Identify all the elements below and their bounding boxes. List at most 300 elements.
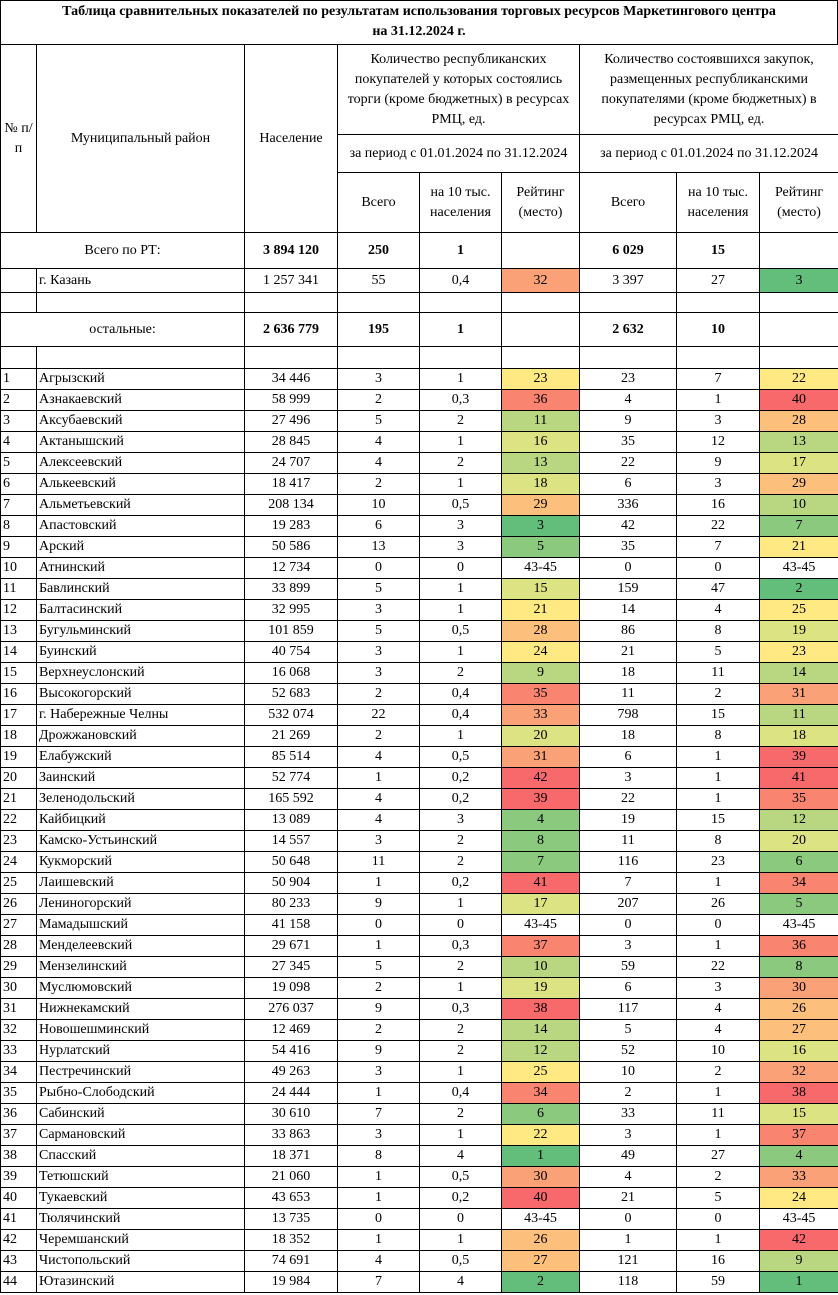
row-trades-per10k: 0,4 [420,1083,502,1104]
row-purchases: 798 [580,705,677,726]
row-trades-rating: 23 [502,369,580,390]
row-population: 19 283 [245,516,338,537]
row-purchases-rating: 26 [760,999,838,1020]
total-rating-2 [760,233,838,269]
row-purchases: 6 [580,978,677,999]
table-row [1,1104,838,1125]
row-trades-per10k: 0 [420,558,502,579]
row-trades-rating: 33 [502,705,580,726]
row-trades: 6 [338,516,420,537]
rest-label: остальные: [1,313,245,347]
row-purchases: 5 [580,1020,677,1041]
header-num: № п/п [1,45,37,233]
row-purchases-per10k: 1 [677,1083,760,1104]
row-purchases-per10k: 11 [677,663,760,684]
row-purchases-rating: 8 [760,957,838,978]
row-purchases-per10k: 4 [677,999,760,1020]
row-trades-per10k: 0,3 [420,936,502,957]
row-trades-rating: 31 [502,747,580,768]
row-trades: 3 [338,831,420,852]
row-purchases-rating: 4 [760,1146,838,1167]
row-trades: 7 [338,1104,420,1125]
row-num: 26 [1,894,37,915]
row-district: Зеленодольский [37,789,245,810]
row-trades-per10k: 0,4 [420,705,502,726]
row-trades-per10k: 0,5 [420,1167,502,1188]
kazan-rating-1: 32 [502,269,580,293]
row-population: 58 999 [245,390,338,411]
row-purchases-per10k: 4 [677,1020,760,1041]
row-purchases-per10k: 9 [677,453,760,474]
row-population: 27 496 [245,411,338,432]
row-purchases: 207 [580,894,677,915]
row-purchases: 159 [580,579,677,600]
row-trades: 1 [338,1230,420,1251]
row-purchases: 3 [580,936,677,957]
row-purchases: 4 [580,1167,677,1188]
row-purchases: 11 [580,831,677,852]
kazan-row [1,269,838,293]
row-trades-per10k: 0,5 [420,495,502,516]
row-population: 28 845 [245,432,338,453]
row-trades-rating: 34 [502,1083,580,1104]
row-num: 39 [1,1167,37,1188]
row-population: 50 586 [245,537,338,558]
row-trades-per10k: 1 [420,1125,502,1146]
spacer-row [1,347,838,369]
row-trades-per10k: 1 [420,642,502,663]
row-purchases-rating: 1 [760,1272,838,1293]
kazan-trades: 55 [338,269,420,293]
row-trades-per10k: 2 [420,831,502,852]
row-purchases: 10 [580,1062,677,1083]
row-purchases: 116 [580,852,677,873]
table-row [1,978,838,999]
row-purchases: 2 [580,1083,677,1104]
header-per10k-1: на 10 тыс. населения [420,173,502,233]
row-num: 38 [1,1146,37,1167]
row-purchases-per10k: 8 [677,831,760,852]
table-row [1,369,838,390]
row-population: 276 037 [245,999,338,1020]
row-district: Спасский [37,1146,245,1167]
row-purchases: 42 [580,516,677,537]
row-trades-rating: 6 [502,1104,580,1125]
row-num: 18 [1,726,37,747]
row-num: 4 [1,432,37,453]
row-district: Арский [37,537,245,558]
row-trades: 4 [338,810,420,831]
row-trades-per10k: 3 [420,810,502,831]
row-trades-per10k: 0,5 [420,747,502,768]
row-trades-rating: 43-45 [502,1209,580,1230]
row-purchases-rating: 22 [760,369,838,390]
row-trades-rating: 4 [502,810,580,831]
row-num: 10 [1,558,37,579]
row-trades-per10k: 1 [420,369,502,390]
row-purchases-rating: 30 [760,978,838,999]
row-purchases-rating: 43-45 [760,1209,838,1230]
row-trades: 5 [338,579,420,600]
row-num: 32 [1,1020,37,1041]
row-trades-per10k: 0 [420,1209,502,1230]
row-population: 50 904 [245,873,338,894]
row-trades-rating: 41 [502,873,580,894]
row-population: 165 592 [245,789,338,810]
row-population: 74 691 [245,1251,338,1272]
table-row [1,705,838,726]
row-trades: 4 [338,432,420,453]
table-row [1,432,838,453]
row-purchases-rating: 42 [760,1230,838,1251]
comparison-table [0,44,838,1293]
row-purchases-rating: 18 [760,726,838,747]
row-trades: 2 [338,726,420,747]
row-purchases-per10k: 22 [677,957,760,978]
row-num: 19 [1,747,37,768]
total-trades: 250 [338,233,420,269]
table-row [1,999,838,1020]
row-trades: 3 [338,663,420,684]
row-trades: 2 [338,474,420,495]
row-purchases-rating: 10 [760,495,838,516]
row-purchases-per10k: 0 [677,1209,760,1230]
row-trades: 11 [338,852,420,873]
table-row [1,1272,838,1293]
row-purchases-rating: 37 [760,1125,838,1146]
row-trades-per10k: 0,2 [420,873,502,894]
row-num: 17 [1,705,37,726]
row-trades-per10k: 1 [420,1230,502,1251]
row-district: Менделеевский [37,936,245,957]
row-trades: 3 [338,1062,420,1083]
row-trades-rating: 3 [502,516,580,537]
table-row [1,537,838,558]
row-district: Кайбицкий [37,810,245,831]
total-population: 3 894 120 [245,233,338,269]
row-trades-rating: 35 [502,684,580,705]
row-district: Рыбно-Слободский [37,1083,245,1104]
row-population: 12 469 [245,1020,338,1041]
row-num: 13 [1,621,37,642]
table-row [1,1209,838,1230]
row-purchases-per10k: 8 [677,726,760,747]
row-num: 14 [1,642,37,663]
row-purchases-rating: 21 [760,537,838,558]
row-trades-rating: 8 [502,831,580,852]
title-line-2: на 31.12.2024 г. [372,24,466,39]
header-total-2: Всего [580,173,677,233]
row-trades-per10k: 2 [420,957,502,978]
row-trades-rating: 9 [502,663,580,684]
row-trades-rating: 13 [502,453,580,474]
row-num: 43 [1,1251,37,1272]
row-trades-per10k: 0,5 [420,1251,502,1272]
row-purchases-rating: 11 [760,705,838,726]
row-population: 85 514 [245,747,338,768]
row-purchases: 0 [580,915,677,936]
row-population: 32 995 [245,600,338,621]
row-purchases: 118 [580,1272,677,1293]
row-district: Тюлячинский [37,1209,245,1230]
row-purchases-rating: 13 [760,432,838,453]
row-purchases: 52 [580,1041,677,1062]
row-trades: 5 [338,621,420,642]
row-purchases-per10k: 16 [677,495,760,516]
row-population: 24 707 [245,453,338,474]
row-trades: 2 [338,390,420,411]
total-purchases: 6 029 [580,233,677,269]
table-row [1,831,838,852]
row-purchases-rating: 14 [760,663,838,684]
row-purchases-rating: 34 [760,873,838,894]
kazan-num [1,269,37,293]
table-row [1,873,838,894]
row-purchases-per10k: 5 [677,1188,760,1209]
row-num: 20 [1,768,37,789]
row-purchases-rating: 23 [760,642,838,663]
row-num: 24 [1,852,37,873]
row-trades-per10k: 0 [420,915,502,936]
row-trades: 2 [338,684,420,705]
row-district: Аксубаевский [37,411,245,432]
row-trades: 4 [338,747,420,768]
table-row [1,453,838,474]
row-trades-per10k: 2 [420,1104,502,1125]
row-num: 36 [1,1104,37,1125]
row-trades: 5 [338,411,420,432]
row-purchases-per10k: 2 [677,1167,760,1188]
row-purchases-per10k: 1 [677,1125,760,1146]
row-trades-rating: 25 [502,1062,580,1083]
table-header [1,45,838,233]
header-total-1: Всего [338,173,420,233]
row-purchases-per10k: 22 [677,516,760,537]
row-population: 14 557 [245,831,338,852]
row-population: 13 089 [245,810,338,831]
kazan-trades-per10k: 0,4 [420,269,502,293]
row-district: Мамадышский [37,915,245,936]
row-purchases-per10k: 2 [677,684,760,705]
row-num: 9 [1,537,37,558]
row-purchases-per10k: 1 [677,873,760,894]
row-population: 52 774 [245,768,338,789]
row-num: 29 [1,957,37,978]
row-trades-rating: 12 [502,1041,580,1062]
row-population: 33 899 [245,579,338,600]
row-purchases-per10k: 1 [677,936,760,957]
row-population: 54 416 [245,1041,338,1062]
row-purchases-rating: 7 [760,516,838,537]
row-trades-rating: 42 [502,768,580,789]
row-trades-per10k: 2 [420,1041,502,1062]
table-row [1,411,838,432]
table-row [1,747,838,768]
row-district: Тукаевский [37,1188,245,1209]
row-trades: 0 [338,558,420,579]
row-purchases: 1 [580,1230,677,1251]
table-row [1,1020,838,1041]
row-purchases: 3 [580,1125,677,1146]
table-row [1,558,838,579]
table-row [1,579,838,600]
row-num: 22 [1,810,37,831]
row-purchases-rating: 27 [760,1020,838,1041]
table-row [1,642,838,663]
row-trades: 4 [338,1251,420,1272]
row-purchases: 22 [580,789,677,810]
kazan-population: 1 257 341 [245,269,338,293]
row-population: 49 263 [245,1062,338,1083]
row-num: 40 [1,1188,37,1209]
row-district: Нурлатский [37,1041,245,1062]
row-purchases-per10k: 1 [677,390,760,411]
row-trades-rating: 39 [502,789,580,810]
row-trades: 1 [338,768,420,789]
row-district: Камско-Устьинский [37,831,245,852]
row-district: Чистопольский [37,1251,245,1272]
row-purchases-rating: 43-45 [760,558,838,579]
row-purchases-per10k: 3 [677,474,760,495]
row-population: 40 754 [245,642,338,663]
row-purchases-rating: 41 [760,768,838,789]
row-purchases-per10k: 0 [677,915,760,936]
table-row [1,1188,838,1209]
row-purchases: 33 [580,1104,677,1125]
row-purchases-per10k: 5 [677,642,760,663]
row-population: 30 610 [245,1104,338,1125]
row-purchases-rating: 38 [760,1083,838,1104]
row-num: 2 [1,390,37,411]
table-row [1,1125,838,1146]
row-purchases-rating: 32 [760,1062,838,1083]
row-num: 8 [1,516,37,537]
table-row [1,495,838,516]
row-purchases-per10k: 12 [677,432,760,453]
row-trades-rating: 20 [502,726,580,747]
row-purchases-rating: 33 [760,1167,838,1188]
row-purchases: 23 [580,369,677,390]
table-body [1,233,838,1293]
row-num: 12 [1,600,37,621]
row-population: 29 671 [245,936,338,957]
row-purchases-rating: 12 [760,810,838,831]
row-purchases-rating: 15 [760,1104,838,1125]
row-purchases: 18 [580,726,677,747]
table-row [1,1167,838,1188]
spacer-row [1,293,838,313]
header-district: Муниципальный район [37,45,245,233]
row-purchases-per10k: 1 [677,1230,760,1251]
row-population: 21 060 [245,1167,338,1188]
row-trades: 1 [338,1188,420,1209]
row-population: 27 345 [245,957,338,978]
row-population: 18 417 [245,474,338,495]
row-purchases-rating: 25 [760,600,838,621]
row-district: Алексеевский [37,453,245,474]
row-trades-rating: 15 [502,579,580,600]
table-row [1,726,838,747]
total-label: Всего по РТ: [1,233,245,269]
row-district: Верхнеуслонский [37,663,245,684]
row-num: 3 [1,411,37,432]
row-district: Лениногорский [37,894,245,915]
table-row [1,390,838,411]
row-purchases-per10k: 3 [677,411,760,432]
row-district: Муслюмовский [37,978,245,999]
row-purchases-rating: 5 [760,894,838,915]
row-district: Сабинский [37,1104,245,1125]
row-trades-rating: 14 [502,1020,580,1041]
row-purchases-rating: 19 [760,621,838,642]
row-trades-per10k: 1 [420,726,502,747]
header-group1-period: за период с 01.01.2024 по 31.12.2024 [338,135,580,173]
row-purchases: 0 [580,558,677,579]
header-per10k-2: на 10 тыс. населения [677,173,760,233]
row-purchases: 86 [580,621,677,642]
row-trades-per10k: 2 [420,1020,502,1041]
kazan-purchases: 3 397 [580,269,677,293]
rest-purchases: 2 632 [580,313,677,347]
row-district: Азнакаевский [37,390,245,411]
row-num: 5 [1,453,37,474]
row-num: 25 [1,873,37,894]
row-trades: 0 [338,915,420,936]
row-purchases: 11 [580,684,677,705]
row-num: 37 [1,1125,37,1146]
table-row [1,1146,838,1167]
row-purchases: 49 [580,1146,677,1167]
row-purchases-per10k: 7 [677,537,760,558]
row-purchases-rating: 6 [760,852,838,873]
row-num: 30 [1,978,37,999]
kazan-label: г. Казань [37,269,245,293]
row-district: Апастовский [37,516,245,537]
row-trades: 1 [338,936,420,957]
row-trades-per10k: 4 [420,1272,502,1293]
row-trades-per10k: 1 [420,1062,502,1083]
row-purchases: 19 [580,810,677,831]
row-district: Ютазинский [37,1272,245,1293]
row-purchases: 59 [580,957,677,978]
row-district: Буинский [37,642,245,663]
rest-rating-1 [502,313,580,347]
row-district: Балтасинский [37,600,245,621]
row-purchases: 6 [580,747,677,768]
row-num: 21 [1,789,37,810]
row-purchases-per10k: 15 [677,810,760,831]
title-line-1: Таблица сравнительных показателей по результатам использования торговых ресурсов Маркетингового центра [62,4,776,19]
kazan-purchases-per10k: 27 [677,269,760,293]
header-group2: Количество состоявшихся закупок, размещенных республиканскими покупателями (кроме бюджетных) в ресурсах РМЦ, ед. [580,45,838,135]
row-trades-per10k: 2 [420,852,502,873]
row-trades-per10k: 1 [420,978,502,999]
header-group2-period: за период с 01.01.2024 по 31.12.2024 [580,135,838,173]
row-purchases: 21 [580,642,677,663]
row-purchases-rating: 40 [760,390,838,411]
row-num: 11 [1,579,37,600]
row-purchases-rating: 43-45 [760,915,838,936]
row-trades: 4 [338,453,420,474]
row-purchases: 336 [580,495,677,516]
table-row [1,621,838,642]
row-trades-rating: 40 [502,1188,580,1209]
row-purchases-per10k: 1 [677,768,760,789]
row-district: Заинский [37,768,245,789]
row-trades-rating: 28 [502,621,580,642]
row-num: 35 [1,1083,37,1104]
row-trades-per10k: 1 [420,894,502,915]
